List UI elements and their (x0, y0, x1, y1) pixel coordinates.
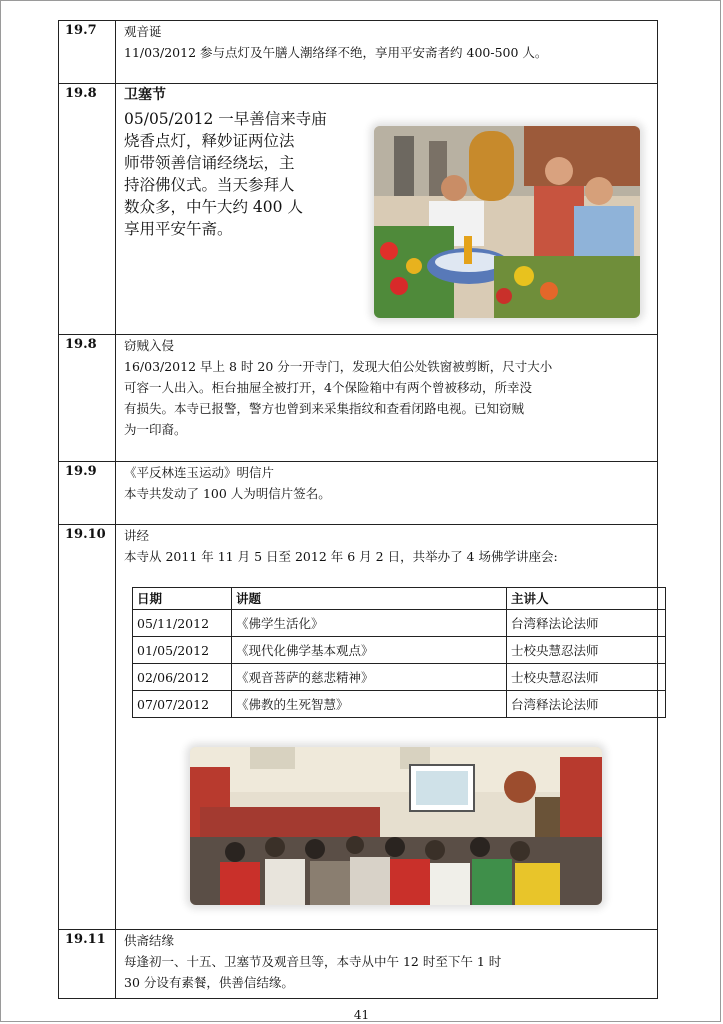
section-heading: 窃贼入侵 (124, 338, 175, 353)
section-number: 19.9 (59, 462, 116, 525)
text-line: 每逢初一、十五、卫塞节及观音旦等，本寺从中午 12 时至下午 1 时 (124, 954, 502, 969)
text-line: 可容一人出入。柜台抽屉全被打开，4个保险箱中有两个曾被移动，所幸没 (124, 380, 532, 395)
cell-topic: 《现代化佛学基本观点》 (232, 637, 507, 664)
vesak-ceremony-photo (374, 126, 640, 318)
lecture-hall-photo (190, 747, 602, 905)
section-heading: 讲经 (124, 528, 150, 543)
lecture-table-header (133, 588, 666, 610)
header-topic: 讲题 (232, 588, 507, 610)
table-row (133, 664, 666, 691)
cell-date: 02/06/2012 (133, 664, 232, 691)
text-line: 05/05/2012 一早善信来寺庙 (124, 110, 327, 128)
cell-date: 07/07/2012 (133, 691, 232, 718)
section-number: 19.11 (59, 930, 116, 999)
section-number: 19.8 (59, 335, 116, 462)
cell-speaker: 士校央慧忍法师 (507, 637, 666, 664)
section-text: 本寺从 2011 年 11 月 5 日至 2012 年 6 月 2 日，共举办了 4 场佛学讲座会: (124, 549, 558, 564)
section-content (116, 84, 658, 335)
section-text: 11/03/2012 参与点灯及午膳人潮络绎不绝，享用平安斋者约 400-500 人。 (124, 45, 548, 60)
section-content (116, 525, 658, 930)
section-text (124, 108, 364, 240)
text-line: 有损失。本寺已报警，警方也曾到来采集指纹和查看闭路电视。已知窃贼 (124, 401, 525, 416)
section-number: 19.8 (59, 84, 116, 335)
cell-topic: 《观音菩萨的慈悲精神》 (232, 664, 507, 691)
header-date: 日期 (133, 588, 232, 610)
section-number: 19.10 (59, 525, 116, 930)
section-content (116, 335, 658, 462)
section-heading: 《平反林连玉运动》明信片 (124, 465, 275, 480)
report-table (58, 20, 658, 999)
section-heading: 卫塞节 (124, 87, 166, 103)
text-line: 数众多，中午大约 400 人 (124, 198, 303, 216)
text-line: 烧香点灯，释妙证两位法 (124, 132, 295, 150)
section-text: 本寺共发动了 100 人为明信片签名。 (124, 486, 331, 501)
lecture-table (132, 587, 666, 718)
table-row (133, 610, 666, 637)
section-row (59, 930, 658, 999)
section-content (116, 930, 658, 999)
section-content (116, 462, 658, 525)
text-line: 师带领善信诵经绕坛，主 (124, 154, 295, 172)
text-line: 享用平安午斋。 (124, 220, 233, 238)
table-row (133, 637, 666, 664)
section-heading: 供斋结缘 (124, 933, 175, 948)
cell-speaker: 台湾释法论法师 (507, 691, 666, 718)
cell-speaker: 士校央慧忍法师 (507, 664, 666, 691)
cell-date: 05/11/2012 (133, 610, 232, 637)
section-row (59, 84, 658, 335)
header-speaker: 主讲人 (507, 588, 666, 610)
section-row (59, 525, 658, 930)
text-line: 为一印裔。 (124, 422, 187, 437)
text-line: 30 分设有素餐，供善信结缘。 (124, 975, 294, 990)
cell-topic: 《佛学生活化》 (232, 610, 507, 637)
section-heading: 观音诞 (124, 24, 162, 39)
section-row (59, 21, 658, 84)
section-content (116, 21, 658, 84)
cell-speaker: 台湾释法论法师 (507, 610, 666, 637)
text-line: 持浴佛仪式。当天参拜人 (124, 176, 295, 194)
table-row (133, 691, 666, 718)
cell-topic: 《佛教的生死智慧》 (232, 691, 507, 718)
section-row (59, 335, 658, 462)
section-row (59, 462, 658, 525)
text-line: 16/03/2012 早上 8 时 20 分一开寺门，发现大伯公处铁窗被剪断，尺寸大小 (124, 359, 553, 374)
section-number: 19.7 (59, 21, 116, 84)
page-number: 41 (353, 1008, 370, 1022)
cell-date: 01/05/2012 (133, 637, 232, 664)
